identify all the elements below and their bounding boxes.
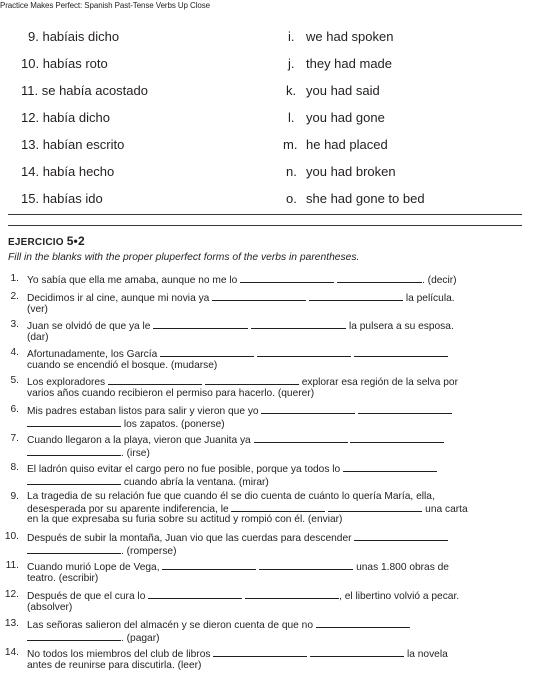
exercise-item-13: [4, 618, 507, 644]
item-text: Yo sabía que ella me amaba, aunque no me lo: [27, 275, 238, 286]
item-number: 9.: [28, 29, 39, 44]
answer-blank[interactable]: [160, 348, 254, 357]
match-right-j: [288, 56, 392, 71]
item-letter: i.: [288, 29, 295, 44]
exercise-item-9: [10, 491, 507, 526]
answer-blank[interactable]: [108, 376, 202, 385]
item-text: la película.: [405, 293, 455, 304]
match-right-n: [286, 164, 396, 179]
answer-blank[interactable]: [212, 292, 306, 301]
answer-blank[interactable]: [257, 348, 351, 357]
item-text: Mis padres estaban listos para salir y vieron que yo: [27, 406, 259, 417]
match-term: había hecho: [42, 164, 115, 179]
answer-blank[interactable]: [27, 476, 121, 485]
item-number: 7.: [10, 433, 19, 444]
answer-blank[interactable]: [162, 561, 256, 570]
item-text: , el libertino volvió a pecar.: [339, 591, 460, 602]
item-letter: m.: [283, 137, 298, 152]
item-number: 12.: [21, 110, 40, 125]
answer-blank[interactable]: [213, 648, 307, 657]
answer-blank[interactable]: [205, 376, 299, 385]
answer-blank[interactable]: [240, 274, 334, 283]
item-text: en la que expresaba su furia sobre su actitud y rompió con él. (enviar): [27, 514, 343, 526]
item-text: La tragedia de su relación fue que cuando él se dio cuenta de cuánto lo quería María, ella,: [27, 491, 435, 502]
item-text: (ver): [27, 303, 48, 315]
item-number: 11.: [21, 83, 39, 98]
exercise-item-3: [10, 319, 507, 343]
item-text: la novela: [407, 649, 448, 660]
exercise-item-10: [4, 531, 507, 557]
item-number: 8.: [10, 462, 19, 473]
match-definition: you had gone: [306, 110, 385, 125]
item-number: 12.: [4, 589, 19, 600]
divider-rule: [8, 214, 522, 215]
item-number: 14.: [4, 647, 19, 658]
answer-blank[interactable]: [261, 405, 355, 414]
item-text: varios años cuando recibieron el permiso para hacerlo. (querer): [27, 387, 315, 399]
item-text: cuando abría la ventana. (mirar): [123, 476, 269, 488]
match-definition: she had gone to bed: [306, 191, 425, 206]
answer-blank[interactable]: [27, 632, 121, 641]
exercise-item-6: [10, 404, 507, 430]
item-text: unas 1.800 obras de: [356, 562, 449, 573]
match-left-10: [21, 56, 108, 71]
item-text: desesperada por su aparente indiferencia, le: [27, 503, 229, 515]
item-letter: l.: [288, 110, 295, 125]
match-definition: he had placed: [306, 137, 388, 152]
match-term: habías roto: [42, 56, 108, 71]
item-text: El ladrón quiso evitar el cargo pero no fue posible, porque ya todos lo: [27, 464, 341, 475]
exercise-item-14: [4, 647, 507, 671]
answer-blank[interactable]: [309, 292, 403, 301]
exercise-item-8: [10, 462, 507, 488]
answer-blank[interactable]: [251, 320, 346, 329]
item-number: 10.: [21, 56, 40, 71]
answer-blank[interactable]: [354, 532, 448, 541]
item-letter: o.: [286, 191, 297, 206]
running-head: Practice Makes Perfect: Spanish Past-Tense Verbs Up Close: [0, 1, 210, 10]
match-left-12: [21, 110, 110, 125]
match-right-l: [288, 110, 385, 125]
match-definition: they had made: [306, 56, 393, 71]
answer-blank[interactable]: [27, 447, 121, 456]
item-text: Juan se olvidó de que ya le: [27, 321, 151, 332]
item-number: 15.: [21, 191, 40, 206]
match-term: habías ido: [42, 191, 103, 206]
item-text: Afortunadamente, los García: [27, 349, 158, 360]
item-text: (dar): [27, 331, 49, 343]
item-text: . (irse): [121, 447, 150, 459]
answer-blank[interactable]: [148, 590, 242, 599]
match-definition: you had said: [306, 83, 380, 98]
item-text: teatro. (escribir): [27, 572, 99, 584]
exercise-item-4: [10, 347, 507, 371]
answer-blank[interactable]: [27, 418, 121, 427]
match-right-k: [286, 83, 380, 98]
item-text: No todos los miembros del club de libros: [27, 649, 211, 660]
answer-blank[interactable]: [259, 561, 353, 570]
match-term: había dicho: [42, 110, 110, 125]
exercise-label: EJERCICIO: [8, 237, 64, 248]
answer-blank[interactable]: [254, 434, 348, 443]
item-text: Las señoras salieron del almacén y se dieron cuenta de que no: [27, 620, 314, 631]
answer-blank[interactable]: [350, 434, 444, 443]
exercise-item-1: [10, 273, 507, 287]
item-text: los zapatos. (ponerse): [123, 418, 225, 430]
item-text: Después de subir la montaña, Juan vio que las cuerdas para descender: [27, 533, 352, 544]
item-number: 14.: [21, 164, 40, 179]
answer-blank[interactable]: [310, 648, 404, 657]
exercise-item-12: [4, 589, 507, 613]
item-number: 4.: [10, 347, 19, 358]
match-term: habían escrito: [42, 137, 125, 152]
item-text: cuando se encendió el bosque. (mudarse): [27, 359, 218, 371]
item-text: antes de reunirse para discutirla. (leer): [27, 659, 202, 671]
match-left-11: [21, 83, 148, 98]
item-text: Decidimos ir al cine, aunque mi novia ya: [27, 293, 210, 304]
item-number: 13.: [21, 137, 40, 152]
item-letter: k.: [286, 83, 297, 98]
exercise-item-2: [10, 291, 507, 315]
exercise-number: 5•2: [66, 234, 85, 248]
item-number: 11.: [5, 560, 19, 571]
match-definition: we had spoken: [306, 29, 394, 44]
item-text: explorar esa región de la selva por: [301, 377, 458, 388]
match-left-9: [28, 29, 119, 44]
answer-blank[interactable]: [337, 274, 422, 283]
match-term: se había acostado: [41, 83, 148, 98]
exercise-heading: [8, 234, 85, 248]
item-number: 6.: [10, 404, 19, 415]
item-letter: n.: [286, 164, 297, 179]
match-right-m: [283, 137, 388, 152]
exercise-item-7: [10, 433, 507, 459]
match-right-i: [288, 29, 393, 44]
answer-blank[interactable]: [316, 619, 410, 628]
exercise-instructions: Fill in the blanks with the proper pluperfect forms of the verbs in parentheses.: [8, 252, 360, 263]
item-number: 1.: [10, 273, 19, 284]
exercise-item-11: [5, 560, 507, 584]
divider-rule: [8, 225, 522, 226]
answer-blank[interactable]: [245, 590, 339, 599]
item-number: 9.: [10, 491, 19, 502]
item-number: 13.: [4, 618, 19, 629]
answer-blank[interactable]: [358, 405, 452, 414]
answer-blank[interactable]: [231, 503, 325, 512]
match-left-13: [21, 137, 124, 152]
item-number: 10.: [4, 531, 19, 542]
item-text: la pulsera a su esposa.: [349, 321, 454, 332]
match-left-15: [21, 191, 103, 206]
answer-blank[interactable]: [328, 503, 422, 512]
answer-blank[interactable]: [343, 463, 437, 472]
item-number: 5.: [10, 375, 19, 386]
item-number: 3.: [10, 319, 19, 330]
item-text: una carta: [425, 503, 468, 515]
item-text: Los exploradores: [27, 377, 106, 388]
answer-blank[interactable]: [354, 348, 448, 357]
item-text: Cuando murió Lope de Vega,: [27, 562, 160, 573]
answer-blank[interactable]: [27, 545, 121, 554]
match-definition: you had broken: [306, 164, 396, 179]
item-text: . (pagar): [121, 632, 160, 644]
item-text: Cuando llegaron a la playa, vieron que Juanita ya: [27, 435, 251, 446]
exercise-item-5: [10, 375, 507, 399]
match-left-14: [21, 164, 114, 179]
item-text: (absolver): [27, 601, 73, 613]
match-right-o: [286, 191, 425, 206]
item-text: . (romperse): [121, 545, 177, 557]
item-text: Después de que el cura lo: [27, 591, 146, 602]
match-term: habíais dicho: [42, 29, 120, 44]
item-text: . (decir): [422, 275, 457, 286]
item-number: 2.: [10, 291, 19, 302]
answer-blank[interactable]: [153, 320, 248, 329]
item-letter: j.: [288, 56, 295, 71]
